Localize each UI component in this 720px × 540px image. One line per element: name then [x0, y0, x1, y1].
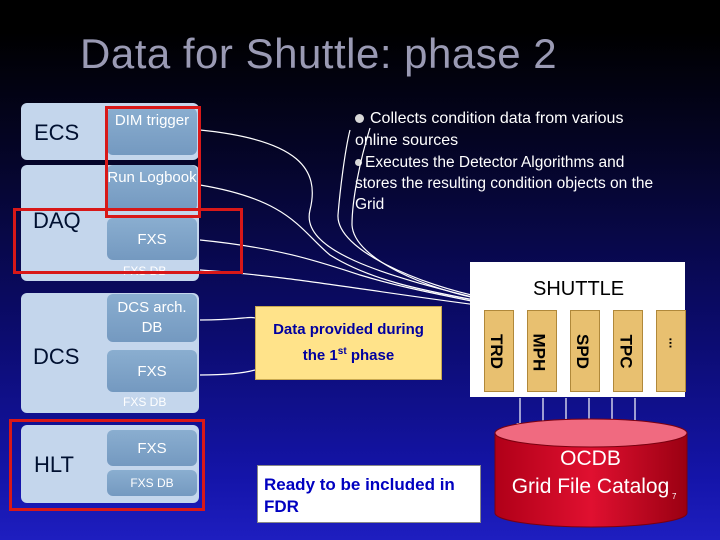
daq-fxs-db-label: FXS DB	[123, 264, 167, 278]
tab-more-label: ...	[666, 337, 682, 349]
phase1-line2-sup: st	[337, 346, 347, 357]
tab-tpc	[613, 310, 643, 392]
bullet-text: Collects condition data from various online sources	[355, 110, 624, 149]
phase1-line2-b: phase	[346, 347, 395, 364]
tab-trd-label: TRD	[487, 334, 506, 369]
dcs-fxs-label: FXS	[137, 363, 167, 380]
shuttle-label: SHUTTLE	[533, 278, 625, 300]
phase1-line1: Data provided during	[273, 321, 424, 338]
dcs-arch-db-box	[107, 294, 197, 342]
hlt-fxs-label: FXS	[137, 440, 167, 457]
tab-spd-label: SPD	[573, 334, 592, 369]
tab-trd	[484, 310, 514, 392]
page-number: 7	[672, 492, 677, 501]
ocdb-line2: Grid File Catalog	[511, 475, 670, 498]
tab-tpc-label: TPC	[616, 334, 636, 369]
daq-label: DAQ	[33, 208, 81, 233]
ocdb-line1: OCDB	[560, 447, 621, 470]
hlt-fxs-db-label: FXS DB	[130, 476, 174, 490]
hlt-label: HLT	[34, 452, 74, 477]
tab-spd	[570, 310, 600, 392]
red-frame-hlt	[9, 419, 205, 511]
red-frame-daq	[13, 208, 243, 274]
ocdb-label	[483, 445, 698, 501]
slide-title: Data for Shuttle: phase 2	[80, 30, 558, 77]
phase1-line2-a: the 1	[302, 347, 338, 364]
ecs-label: ECS	[34, 120, 80, 145]
red-frame-top	[105, 106, 201, 218]
dim-trigger-label: DIM trigger	[114, 112, 190, 129]
run-logbook-label: Run Logbook	[107, 169, 197, 186]
ready-box: Ready to be included in FDR	[257, 465, 481, 523]
phase1-box	[255, 306, 442, 380]
dcs-fxs-box	[107, 350, 197, 392]
tab-mph-label: MPH	[529, 333, 549, 372]
daq-fxs-label: FXS	[137, 231, 167, 248]
phase1-line2	[256, 341, 441, 367]
bullet-text: Executes the Detector Algorithms and stores the resulting condition objects on the Grid	[355, 154, 654, 213]
tab-mph	[527, 310, 557, 392]
dcs-fxs-db-label: FXS DB	[123, 395, 167, 409]
dcs-label: DCS	[33, 344, 80, 369]
dcs-arch-db-label: DCS arch. DB	[117, 299, 187, 336]
tab-more	[656, 310, 686, 392]
